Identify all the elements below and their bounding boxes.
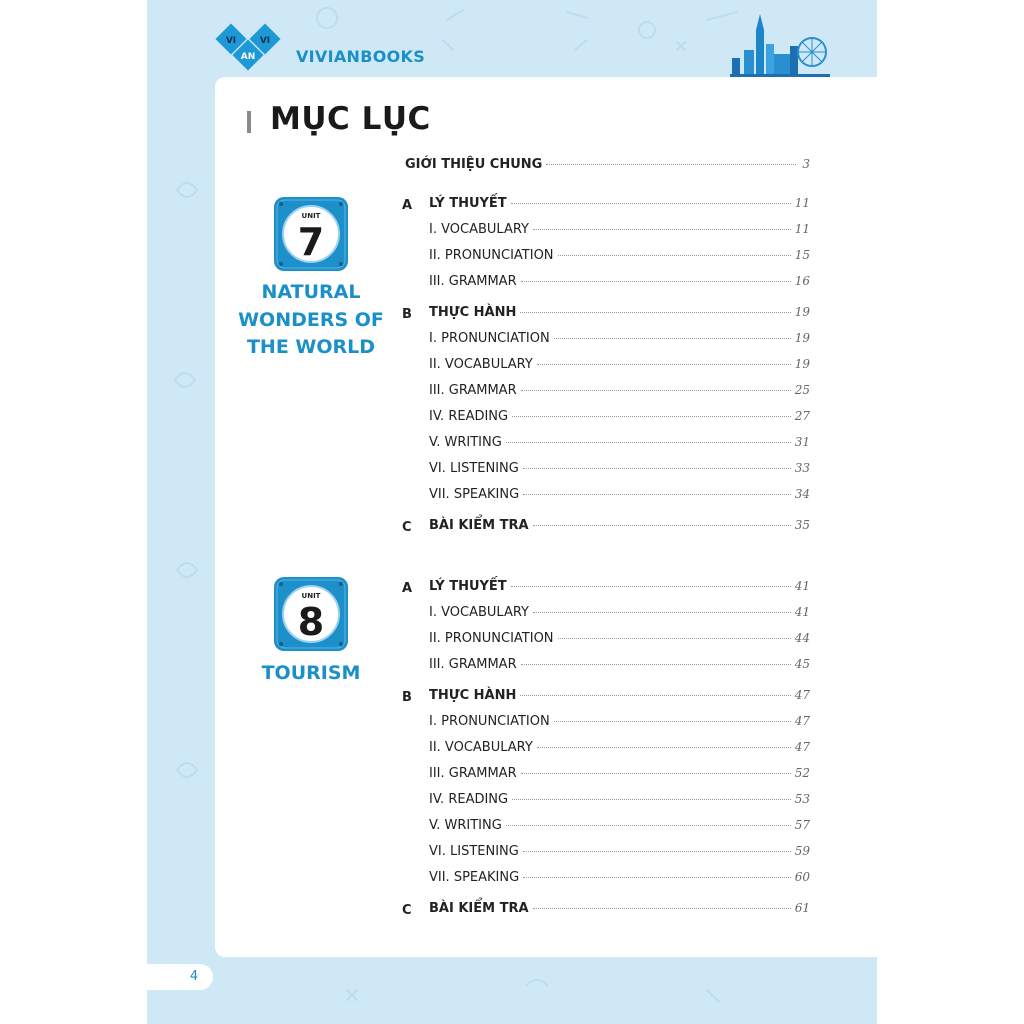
unit-8-number: 8: [297, 600, 325, 644]
toc-unit8-section-a-item-page: 44: [794, 631, 810, 645]
dot-leader: [523, 877, 791, 878]
unit-8-badge: [273, 576, 349, 652]
dot-leader: [558, 255, 791, 256]
toc-unit8-section-b-item[interactable]: [429, 870, 810, 890]
toc-unit7-section-a-item-page: 15: [794, 248, 810, 262]
toc-unit8-section-c-letter: C: [402, 903, 412, 918]
page-number: 4: [189, 969, 199, 984]
toc-unit8-section-b-item-label: V. WRITING: [429, 818, 502, 833]
toc-unit7-section-b-item-label: VI. LISTENING: [429, 461, 519, 476]
toc-unit8-section-c[interactable]: [429, 901, 810, 921]
toc-unit8-section-b-item-label: III. GRAMMAR: [429, 766, 517, 781]
toc-unit7-section-b-item-label: II. VOCABULARY: [429, 357, 533, 372]
toc-unit7-section-b-item[interactable]: [429, 435, 810, 455]
toc-unit7-section-b-label: THỰC HÀNH: [429, 305, 517, 320]
toc-unit7-section-a-item-label: I. VOCABULARY: [429, 222, 529, 237]
london-skyline-illustration: [730, 10, 830, 78]
toc-unit8-section-b-item-page: 52: [794, 766, 810, 780]
toc-unit8-section-b-item[interactable]: [429, 766, 810, 786]
toc-unit8-section-b-item-page: 60: [794, 870, 810, 884]
toc-unit7-section-a-item-label: II. PRONUNCIATION: [429, 248, 554, 263]
toc-unit8-section-b-page: 47: [794, 688, 810, 702]
unit-8-name-line-1: TOURISM: [261, 662, 361, 684]
dot-leader: [506, 825, 791, 826]
unit-7-number: 7: [297, 220, 325, 264]
logo-letter-an: AN: [240, 52, 256, 62]
toc-unit7-section-b-letter: B: [402, 307, 412, 322]
toc-unit8-section-b-label: THỰC HÀNH: [429, 688, 517, 703]
toc-unit8-section-b-item-label: II. VOCABULARY: [429, 740, 533, 755]
dot-leader: [523, 851, 791, 852]
toc-unit8-section-a-letter: A: [402, 581, 413, 596]
dot-leader: [537, 747, 791, 748]
dot-leader: [521, 773, 791, 774]
toc-unit7-section-b-item-label: III. GRAMMAR: [429, 383, 517, 398]
toc-unit8-section-b-item-label: VI. LISTENING: [429, 844, 519, 859]
toc-unit8-section-a-item-label: III. GRAMMAR: [429, 657, 517, 672]
toc-unit7-section-a-label: LÝ THUYẾT: [429, 196, 507, 211]
toc-unit7-section-c-label: BÀI KIỂM TRA: [429, 518, 529, 533]
dot-leader: [533, 908, 791, 909]
toc-unit8-section-a-item[interactable]: [429, 631, 810, 651]
toc-unit7-section-b-item-page: 31: [794, 435, 810, 449]
toc-unit8-section-b-item[interactable]: [429, 740, 810, 760]
dot-leader: [521, 390, 791, 391]
dot-leader: [511, 203, 791, 204]
dot-leader: [554, 721, 791, 722]
toc-unit7-section-b-item-label: I. PRONUNCIATION: [429, 331, 550, 346]
toc-unit8-section-b-item-label: IV. READING: [429, 792, 509, 807]
toc-unit7-section-b-item[interactable]: [429, 487, 810, 507]
unit-7-label: UNIT: [301, 212, 321, 220]
unit-7-badge: [273, 196, 349, 272]
toc-unit8-section-b-item-label: I. PRONUNCIATION: [429, 714, 550, 729]
toc-unit8-section-a-item-page: 45: [794, 657, 810, 671]
dot-leader: [523, 494, 791, 495]
dot-leader: [520, 312, 790, 313]
toc-unit7-section-b-item[interactable]: [429, 331, 810, 351]
toc-unit8-section-b-item[interactable]: [429, 844, 810, 864]
dot-leader: [511, 586, 791, 587]
dot-leader: [521, 281, 791, 282]
toc-unit8-section-a-page: 41: [794, 579, 810, 593]
toc-intro-page: 3: [802, 157, 810, 171]
toc-unit8-section-b-item-page: 53: [794, 792, 810, 806]
toc-unit8-section-b-item-page: 57: [794, 818, 810, 832]
toc-unit7-section-a-page: 11: [794, 196, 810, 210]
dot-leader: [512, 799, 791, 800]
toc-unit8-section-a-item[interactable]: [429, 657, 810, 677]
toc-intro[interactable]: [405, 157, 810, 177]
dot-leader: [521, 664, 791, 665]
toc-unit8-section-a-label: LÝ THUYẾT: [429, 579, 507, 594]
toc-unit7-section-b-item[interactable]: [429, 409, 810, 429]
toc-intro-label: GIỚI THIỆU CHUNG: [405, 157, 543, 172]
dot-leader: [506, 442, 791, 443]
toc-unit7-section-c[interactable]: [429, 518, 810, 538]
toc-unit7-section-b-item[interactable]: [429, 357, 810, 377]
toc-unit7-section-b-item-label: IV. READING: [429, 409, 509, 424]
toc-unit8-section-b-item[interactable]: [429, 818, 810, 838]
unit-8-label: UNIT: [301, 592, 321, 600]
unit-8-name: [221, 660, 401, 688]
toc-unit8-section-c-label: BÀI KIỂM TRA: [429, 901, 529, 916]
page-number-tab: [147, 964, 213, 990]
dot-leader: [546, 164, 796, 165]
toc-unit8-section-a-item-label: I. VOCABULARY: [429, 605, 529, 620]
toc-unit8-section-b-letter: B: [402, 690, 412, 705]
dot-leader: [523, 468, 791, 469]
toc-unit7-section-b-item-page: 34: [794, 487, 810, 501]
toc-unit8-section-a-item[interactable]: [429, 605, 810, 625]
dot-leader: [512, 416, 791, 417]
dot-leader: [533, 612, 791, 613]
brand-name: VIVIANBOOKS: [296, 47, 426, 66]
dot-leader: [533, 229, 791, 230]
toc-unit7-section-c-letter: C: [402, 520, 412, 535]
dot-leader: [533, 525, 791, 526]
toc-unit7-section-b-item-label: V. WRITING: [429, 435, 502, 450]
toc-unit8-section-a[interactable]: [429, 579, 810, 599]
toc-unit7-section-a[interactable]: [429, 196, 810, 216]
toc-unit7-section-b-item[interactable]: [429, 383, 810, 403]
toc-unit8-section-b-item[interactable]: [429, 714, 810, 734]
toc-unit7-section-a-item[interactable]: [429, 274, 810, 294]
toc-unit8-section-c-page: 61: [794, 901, 810, 915]
toc-unit7-section-b-item-label: VII. SPEAKING: [429, 487, 520, 502]
unit-7-name-line-2: WONDERS OF: [238, 308, 384, 331]
toc-unit8-section-b-item-page: 59: [794, 844, 810, 858]
unit-7-name: [221, 279, 401, 362]
toc-unit7-section-a-item-label: III. GRAMMAR: [429, 274, 517, 289]
toc-unit8-section-b[interactable]: [429, 688, 810, 708]
toc-unit7-section-b-item[interactable]: [429, 461, 810, 481]
toc-unit7-section-a-item[interactable]: [429, 222, 810, 242]
toc-unit8-section-b-item-page: 47: [794, 714, 810, 728]
title-accent-bar: [247, 111, 251, 133]
toc-unit7-section-b-item-page: 33: [794, 461, 810, 475]
toc-unit7-section-b-item-page: 25: [794, 383, 810, 397]
dot-leader: [520, 695, 790, 696]
logo-letter-vi-2: VI: [259, 36, 271, 46]
toc-unit7-section-b-page: 19: [794, 305, 810, 319]
toc-unit8-section-b-item-page: 47: [794, 740, 810, 754]
toc-unit7-section-a-item-page: 11: [794, 222, 810, 236]
page-title: MỤC LỤC: [270, 101, 431, 137]
toc-unit8-section-b-item-label: VII. SPEAKING: [429, 870, 520, 885]
toc-unit7-section-b-item-page: 19: [794, 357, 810, 371]
toc-unit8-section-a-item-label: II. PRONUNCIATION: [429, 631, 554, 646]
dot-leader: [554, 338, 791, 339]
toc-unit7-section-a-letter: A: [402, 198, 413, 213]
toc-unit8-section-a-item-page: 41: [794, 605, 810, 619]
toc-unit8-section-b-item[interactable]: [429, 792, 810, 812]
toc-unit7-section-b[interactable]: [429, 305, 810, 325]
toc-unit7-section-c-page: 35: [794, 518, 810, 532]
toc-unit7-section-b-item-page: 19: [794, 331, 810, 345]
unit-7-name-line-3: THE WORLD: [246, 336, 376, 358]
dot-leader: [537, 364, 791, 365]
toc-unit7-section-a-item[interactable]: [429, 248, 810, 268]
unit-7-name-line-1: NATURAL: [261, 281, 361, 303]
logo-letter-vi-1: VI: [225, 36, 237, 46]
dot-leader: [558, 638, 791, 639]
toc-unit7-section-a-item-page: 16: [794, 274, 810, 288]
toc-unit7-section-b-item-page: 27: [794, 409, 810, 423]
